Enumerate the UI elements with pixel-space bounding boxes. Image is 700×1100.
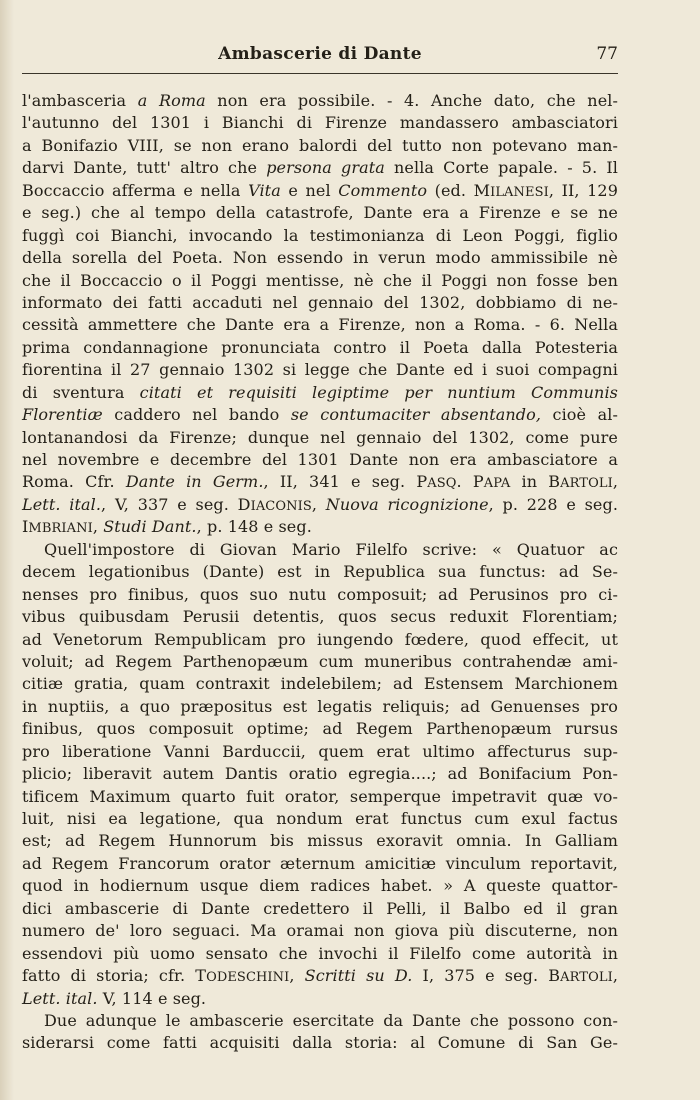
text-line: ad Venetorum Rempublicam pro iungendo fœdere, quod effecit, ut — [22, 629, 618, 649]
text-line: darvi Dante, tutt' altro che persona grata nella Corte papale. - 5. Il — [22, 158, 618, 178]
text-line: voluit; ad Regem Parthenopæum cum muneribus contrahendæ ami- — [22, 651, 618, 671]
text-line: dici ambascerie di Dante credettero il Pelli, il Balbo ed il gran — [22, 898, 618, 918]
text-line: numero de' loro seguaci. Ma oramai non giova più discuterne, non — [22, 921, 618, 941]
text-line: e seg.) che al tempo della catastrofe, Dante era a Firenze e se ne — [22, 203, 618, 223]
text-line: fiorentina il 27 gennaio 1302 si legge che Dante ed i suoi compagni — [22, 360, 618, 380]
text-line: pro liberatione Vanni Barduccii, quem erat ultimo affecturus sup- — [22, 741, 618, 761]
body-text — [22, 90, 618, 1055]
text-line: tificem Maximum quarto fuit orator, semperque impetravit quæ vo- — [22, 786, 618, 806]
text-line: nenses pro finibus, quos suo nutu composuit; ad Perusinos pro ci- — [22, 584, 618, 604]
text-line: informato dei fatti accaduti nel gennaio del 1302, dobbiamo di ne- — [22, 292, 618, 312]
text-line: della sorella del Poeta. Non essendo in verun modo ammissibile nè — [22, 248, 618, 268]
text-line: l'ambasceria a Roma non era possibile. - 4. Anche dato, che nel- — [22, 91, 619, 110]
text-line: a Bonifazio VIII, se non erano balordi del tutto non potevano man- — [22, 135, 618, 155]
page-header — [22, 44, 618, 70]
text-line: luit, nisi ea legatione, qua nondum erat functus cum exul factus — [22, 809, 618, 828]
text-line: siderarsi come fatti acquisiti dalla storia: al Comune di San Ge- — [22, 1033, 618, 1053]
text-line: Lett. ital. V, 114 e seg. — [22, 988, 207, 1008]
text-line: Florentiæ caddero nel bando se contumaciter absentando, cioè al- — [22, 405, 618, 425]
text-line: di sventura citati et requisiti legiptime per nuntium Communis — [22, 382, 618, 402]
text-line: fuggì coi Bianchi, invocando la testimonianza di Leon Poggi, figlio — [22, 225, 618, 245]
page-number: 77 — [596, 44, 618, 64]
running-head: Ambascerie di Dante — [218, 44, 422, 64]
text-line: ad Regem Francorum orator æternum amicitiæ vinculum reportavit, — [22, 853, 618, 873]
text-line: finibus, quos composuit optime; ad Regem Parthenopæum rursus — [22, 719, 618, 739]
text-line: prima condannagione pronunciata contro il Poeta dalla Potesteria — [22, 337, 618, 357]
text-line: in nuptiis, a quo præpositus est legatis reliquis; ad Genuenses pro — [22, 696, 618, 716]
text-line: plicio; liberavit autem Dantis oratio egregia....; ad Bonifacium Pon- — [22, 764, 618, 784]
text-line: essendovi più uomo sensato che invochi il Filelfo come autorità in — [22, 943, 618, 963]
text-line: l'autunno del 1301 i Bianchi di Firenze mandassero ambasciatori — [22, 113, 618, 133]
text-line: est; ad Regem Hunnorum bis missus exoravit omnia. In Galliam — [22, 831, 618, 851]
text-line: fatto di storia; cfr. TODESCHINI, Scritti su D. I, 375 e seg. BARTOLI, — [22, 966, 618, 986]
text-line: IMBRIANI, Studi Dant., p. 148 e seg. — [22, 517, 312, 537]
page-spine-shadow — [0, 0, 14, 1100]
text-line: Due adunque le ambascerie esercitate da Dante che possono con- — [44, 1010, 618, 1030]
text-line: lontanandosi da Firenze; dunque nel gennaio del 1302, come pure — [22, 427, 618, 447]
text-line: Quell'impostore di Giovan Mario Filelfo scrive: « Quatuor ac — [44, 539, 618, 559]
text-line: Roma. Cfr. Dante in Germ., II, 341 e seg. PASQ. PAPA in BARTOLI, — [22, 472, 618, 492]
text-line: Lett. ital., V, 337 e seg. DIACONIS, Nuova ricognizione, p. 228 e seg. — [22, 494, 619, 514]
text-line: vibus quibusdam Perusii detentis, quos secus reduxit Florentiam; — [22, 607, 618, 627]
text-line: citiæ gratia, quam contraxit indelebilem; ad Estensem Marchionem — [22, 674, 618, 694]
text-line: decem legationibus (Dante) est in Republica sua functus: ad Se- — [22, 562, 618, 582]
text-line: che il Boccaccio o il Poggi mentisse, nè che il Poggi non fosse ben — [22, 270, 618, 290]
header-rule — [22, 73, 618, 74]
text-line: quod in hodiernum usque diem radices habet. » A queste quattor- — [22, 876, 618, 896]
text-line: nel novembre e decembre del 1301 Dante non era ambasciatore a — [22, 450, 618, 469]
text-line: Boccaccio afferma e nella Vita e nel Commento (ed. MILANESI, II, 129 — [22, 180, 618, 200]
text-line: cessità ammettere che Dante era a Firenze, non a Roma. - 6. Nella — [22, 315, 618, 335]
